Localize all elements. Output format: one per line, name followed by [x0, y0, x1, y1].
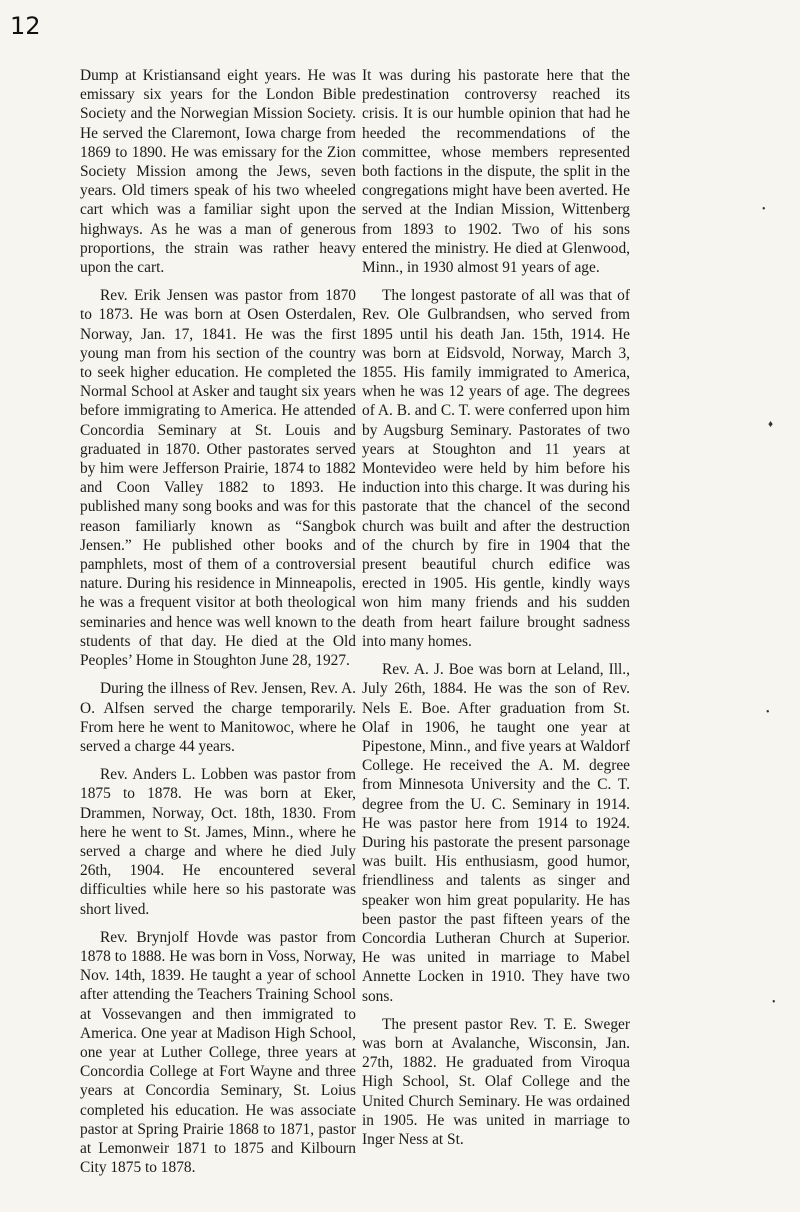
right-column: [362, 66, 630, 1158]
paragraph-dump-continuation: Dump at Kristiansand eight years. He was emissary six years for the London Bible Society and the Norwegian Mission Society. He served the Claremont, Iowa charge from 1869 to 1890. He was emissary for the Zion Society Mission among the Jews, seven years. Old timers speak of his two wheeled cart which was a familiar sight upon the highways. As he was a man of generous proportions, the strain was rather heavy upon the cart.: [80, 67, 356, 277]
paragraph-erik-jensen: Rev. Erik Jensen was pastor from 1870 to 1873. He was born at Osen Osterdalen, Norway, Jan. 17, 1841. He was the first young man from his section of the country to seek higher education. He completed the Normal School at Asker and taught six years before immigrating to America. He attended Concordia Seminary at St. Louis and graduated in 1870. Other pastorates served by him were Jefferson Prairie, 1874 to 1882 and Coon Valley 1882 to 1893. He published many song books and was for this reason familiarly known as “Sangbok Jensen.” He published other books and pamphlets, most of them of a controversial nature. During his residence in Minneapolis, he was a frequent visitor at both theological seminaries and hence was well known to the students of that day. He died at the Old Peoples’ Home in Stoughton June 28, 1927.: [80, 287, 356, 670]
left-column: [80, 66, 356, 1186]
paragraph-lobben: Rev. Anders L. Lobben was pastor from 1875 to 1878. He was born at Eker, Drammen, Norway, Oct. 18th, 1830. From here he went to St. James, Minn., where he served a charge and where he died July 26th, 1904. He encountered several difficulties while here so his pastorate was short lived.: [80, 766, 356, 918]
paragraph-hovde-continuation: It was during his pastorate here that the predestination controversy reached its crisis. It is our humble opinion that had he heeded the recommendations of the committee, whose members represented both factions in the dispute, the split in the congregations might have been averted. He served at the Indian Mission, Wittenberg from 1893 to 1902. Two of his sons entered the ministry. He died at Glenwood, Minn., in 1930 almost 91 years of age.: [362, 67, 630, 277]
margin-dot-mark: ♦: [768, 419, 774, 430]
margin-dot-mark: •: [766, 707, 770, 718]
paragraph-hovde: Rev. Brynjolf Hovde was pastor from 1878 to 1888. He was born in Voss, Norway, Nov. 14th, 1839. He taught a year of school after attending the Teachers Training School at Vossevangen and then immigrated to America. One year at Madison High School, one year at Luther College, three years at Concordia College at Fort Wayne and three years at Concordia Seminary, St. Loius completed his education. He was associate pastor at Spring Prairie 1868 to 1871, pastor at Lemonweir 1871 to 1875 and Kilbourn City 1875 to 1878.: [80, 928, 356, 1177]
margin-dot-mark: •: [762, 204, 766, 215]
margin-dot-mark: •: [772, 997, 776, 1008]
paragraph-sweger: The present pastor Rev. T. E. Sweger was born at Avalanche, Wisconsin, Jan. 27th, 1882. He graduated from Viroqua High School, St. Olaf College and the United Church Seminary. He was ordained in 1905. He was united in marriage to Inger Ness at St.: [362, 1015, 630, 1148]
page-number: 12: [10, 12, 41, 40]
paragraph-gulbrandsen: The longest pastorate of all was that of Rev. Ole Gulbrandsen, who served from 1895 until his death Jan. 15th, 1914. He was born at Eidsvold, Norway, March 3, 1855. His family immigrated to America, when he was 12 years of age. The degrees of A. B. and C. T. were conferred upon him by Augsburg Seminary. Pastorates of two years at Stoughton and 11 years at Montevideo were held by him before his induction into this charge. It was during his pastorate that the chancel of the second church was built and after the destruction of the church by fire in 1904 that the present beautiful church edifice was erected in 1905. His gentle, kindly ways won him many friends and his sudden death from heart failure brought sadness into many homes.: [362, 287, 630, 650]
paragraph-alfsen: During the illness of Rev. Jensen, Rev. A. O. Alfsen served the charge temporarily. From here he went to Manitowoc, where he served a charge 44 years.: [80, 680, 356, 755]
paragraph-boe: Rev. A. J. Boe was born at Leland, Ill., July 26th, 1884. He was the son of Rev. Nels E. Boe. After graduation from St. Olaf in 1906, he taught one year at Pipestone, Minn., and five years at Waldorf College. He received the A. M. degree from Minnesota University and the C. T. degree from the U. C. Seminary in 1914. He was pastor here from 1914 to 1924. During his pastorate the present parsonage was built. His enthusiasm, good humor, friendliness and talents as singer and speaker won him great popularity. He has been pastor the past fifteen years of the Concordia Lutheran Church at Superior. He was united in marriage to Mabel Annette Locken in 1910. They have two sons.: [362, 661, 630, 1005]
